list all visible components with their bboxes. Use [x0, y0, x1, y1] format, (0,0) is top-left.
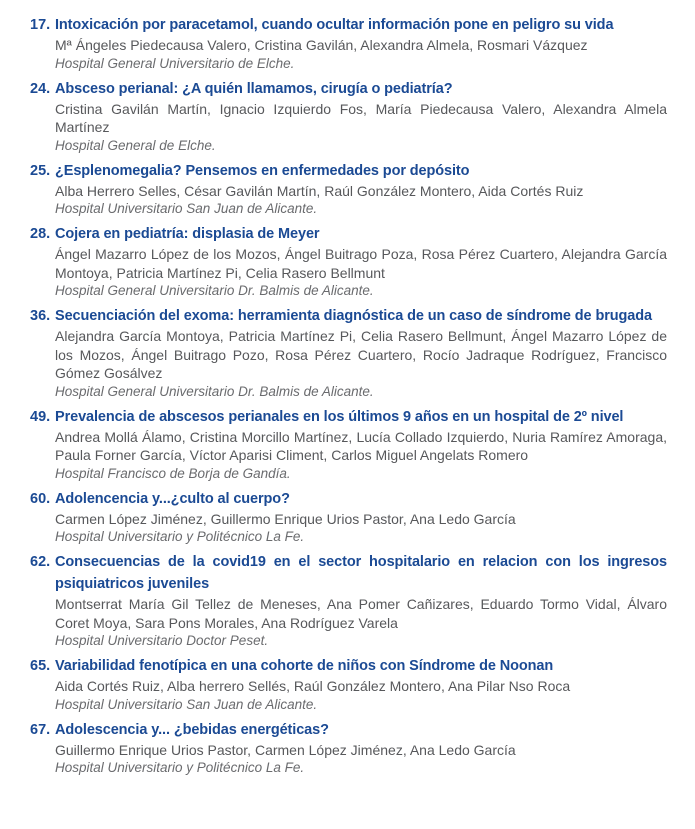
entry-authors: Ángel Mazarro López de los Mozos, Ángel Buitrago Poza, Rosa Pérez Cuartero, Alejandra García Montoya, Patricia Martínez Pi, Celia Rasero Bellmunt — [55, 246, 667, 281]
entry-authors: Guillermo Enrique Urios Pastor, Carmen López Jiménez, Ana Ledo García — [55, 741, 516, 758]
entry-authors: Aida Cortés Ruiz, Alba herrero Sellés, Raúl González Montero, Ana Pilar Nso Roca — [55, 678, 571, 694]
abstract-entry — [30, 406, 667, 482]
abstract-entry — [30, 223, 667, 299]
abstract-list — [30, 14, 667, 776]
entry-number: 60. — [30, 490, 51, 507]
entry-hospital: Hospital General de Elche. — [55, 137, 216, 153]
entry-hospital: Hospital Universitario y Politécnico La Fe. — [55, 529, 305, 544]
abstract-entry — [30, 78, 667, 154]
entry-hospital: Hospital Universitario Doctor Peset. — [55, 633, 269, 648]
entry-number: 65. — [30, 658, 51, 674]
abstract-entry — [30, 655, 667, 713]
entry-hospital: Hospital Universitario San Juan de Alicante. — [55, 696, 318, 712]
entry-title: Intoxicación por paracetamol, cuando ocultar información pone en peligro su vida — [55, 17, 614, 33]
entry-authors: Montserrat María Gil Tellez de Meneses, Ana Pomer Cañizares, Eduardo Tormo Vidal, Álvaro Coret Moya, Sara Pons Morales, Ana Rodríguez Varela — [55, 596, 667, 631]
entry-number: 17. — [30, 17, 51, 33]
abstract-entry — [30, 719, 667, 777]
entry-title: Absceso perianal: ¿A quién llamamos, cirugía o pediatría? — [55, 80, 453, 97]
abstract-entry — [30, 14, 667, 72]
entry-title: Variabilidad fenotípica en una cohorte de niños con Síndrome de Noonan — [55, 658, 554, 674]
entry-number: 67. — [30, 721, 51, 738]
entry-number: 49. — [30, 408, 51, 425]
entry-hospital: Hospital Francisco de Borja de Gandía. — [55, 465, 291, 481]
entry-title: Consecuencias de la covid19 en el sector hospitalario en relacion con los ingresos psiquiatricos juveniles — [55, 554, 667, 592]
abstract-entry — [30, 488, 667, 546]
entry-number: 28. — [30, 226, 51, 242]
entry-title: Prevalencia de abscesos perianales en los últimos 9 años en un hospital de 2º nivel — [55, 408, 624, 425]
abstract-entry — [30, 160, 667, 218]
entry-authors: Alba Herrero Selles, César Gavilán Martín, Raúl González Montero, Aida Cortés Ruiz — [55, 182, 584, 199]
entry-hospital: Hospital Universitario y Politécnico La Fe. — [55, 760, 305, 775]
entry-hospital: Hospital Universitario San Juan de Alicante. — [55, 201, 318, 216]
entry-authors: Andrea Mollá Álamo, Cristina Morcillo Martínez, Lucía Collado Izquierdo, Nuria Ramírez Amoraga, Paula Forner García, Víctor Aparisi Climent, Carlos Miguel Angelats Romero — [55, 428, 667, 463]
abstract-entry — [30, 551, 667, 649]
entry-title: ¿Esplenomegalia? Pensemos en enfermedades por depósito — [55, 162, 470, 179]
entry-authors: Cristina Gavilán Martín, Ignacio Izquierdo Fos, María Piedecausa Valero, Alexandra Almela Martínez — [55, 100, 667, 135]
abstract-entry — [30, 305, 667, 400]
entry-title: Adolencencia y...¿culto al cuerpo? — [55, 490, 290, 507]
entry-hospital: Hospital General Universitario Dr. Balmis de Alicante. — [55, 283, 374, 298]
entry-title: Adolescencia y... ¿bebidas energéticas? — [55, 721, 329, 738]
entry-authors: Mª Ángeles Piedecausa Valero, Cristina Gavilán, Alexandra Almela, Rosmari Vázquez — [55, 37, 588, 53]
entry-title: Cojera en pediatría: displasia de Meyer — [55, 226, 320, 242]
entry-authors: Carmen López Jiménez, Guillermo Enrique Urios Pastor, Ana Ledo García — [55, 510, 516, 527]
entry-hospital: Hospital General Universitario Dr. Balmis de Alicante. — [55, 383, 374, 399]
entry-hospital: Hospital General Universitario de Elche. — [55, 55, 295, 71]
entry-number: 24. — [30, 80, 51, 97]
entry-title: Secuenciación del exoma: herramienta diagnóstica de un caso de síndrome de brugada — [55, 308, 652, 324]
entry-number: 62. — [30, 554, 51, 570]
entry-number: 25. — [30, 162, 51, 179]
entry-authors: Alejandra García Montoya, Patricia Martínez Pi, Celia Rasero Bellmunt, Ángel Mazarro López de los Mozos, Ángel Buitrago Pozo, Rosa Pérez Cuartero, Rocío Jadraque Rodríguez, Francisco Gómez Gosálvez — [55, 328, 667, 381]
entry-number: 36. — [30, 308, 51, 324]
